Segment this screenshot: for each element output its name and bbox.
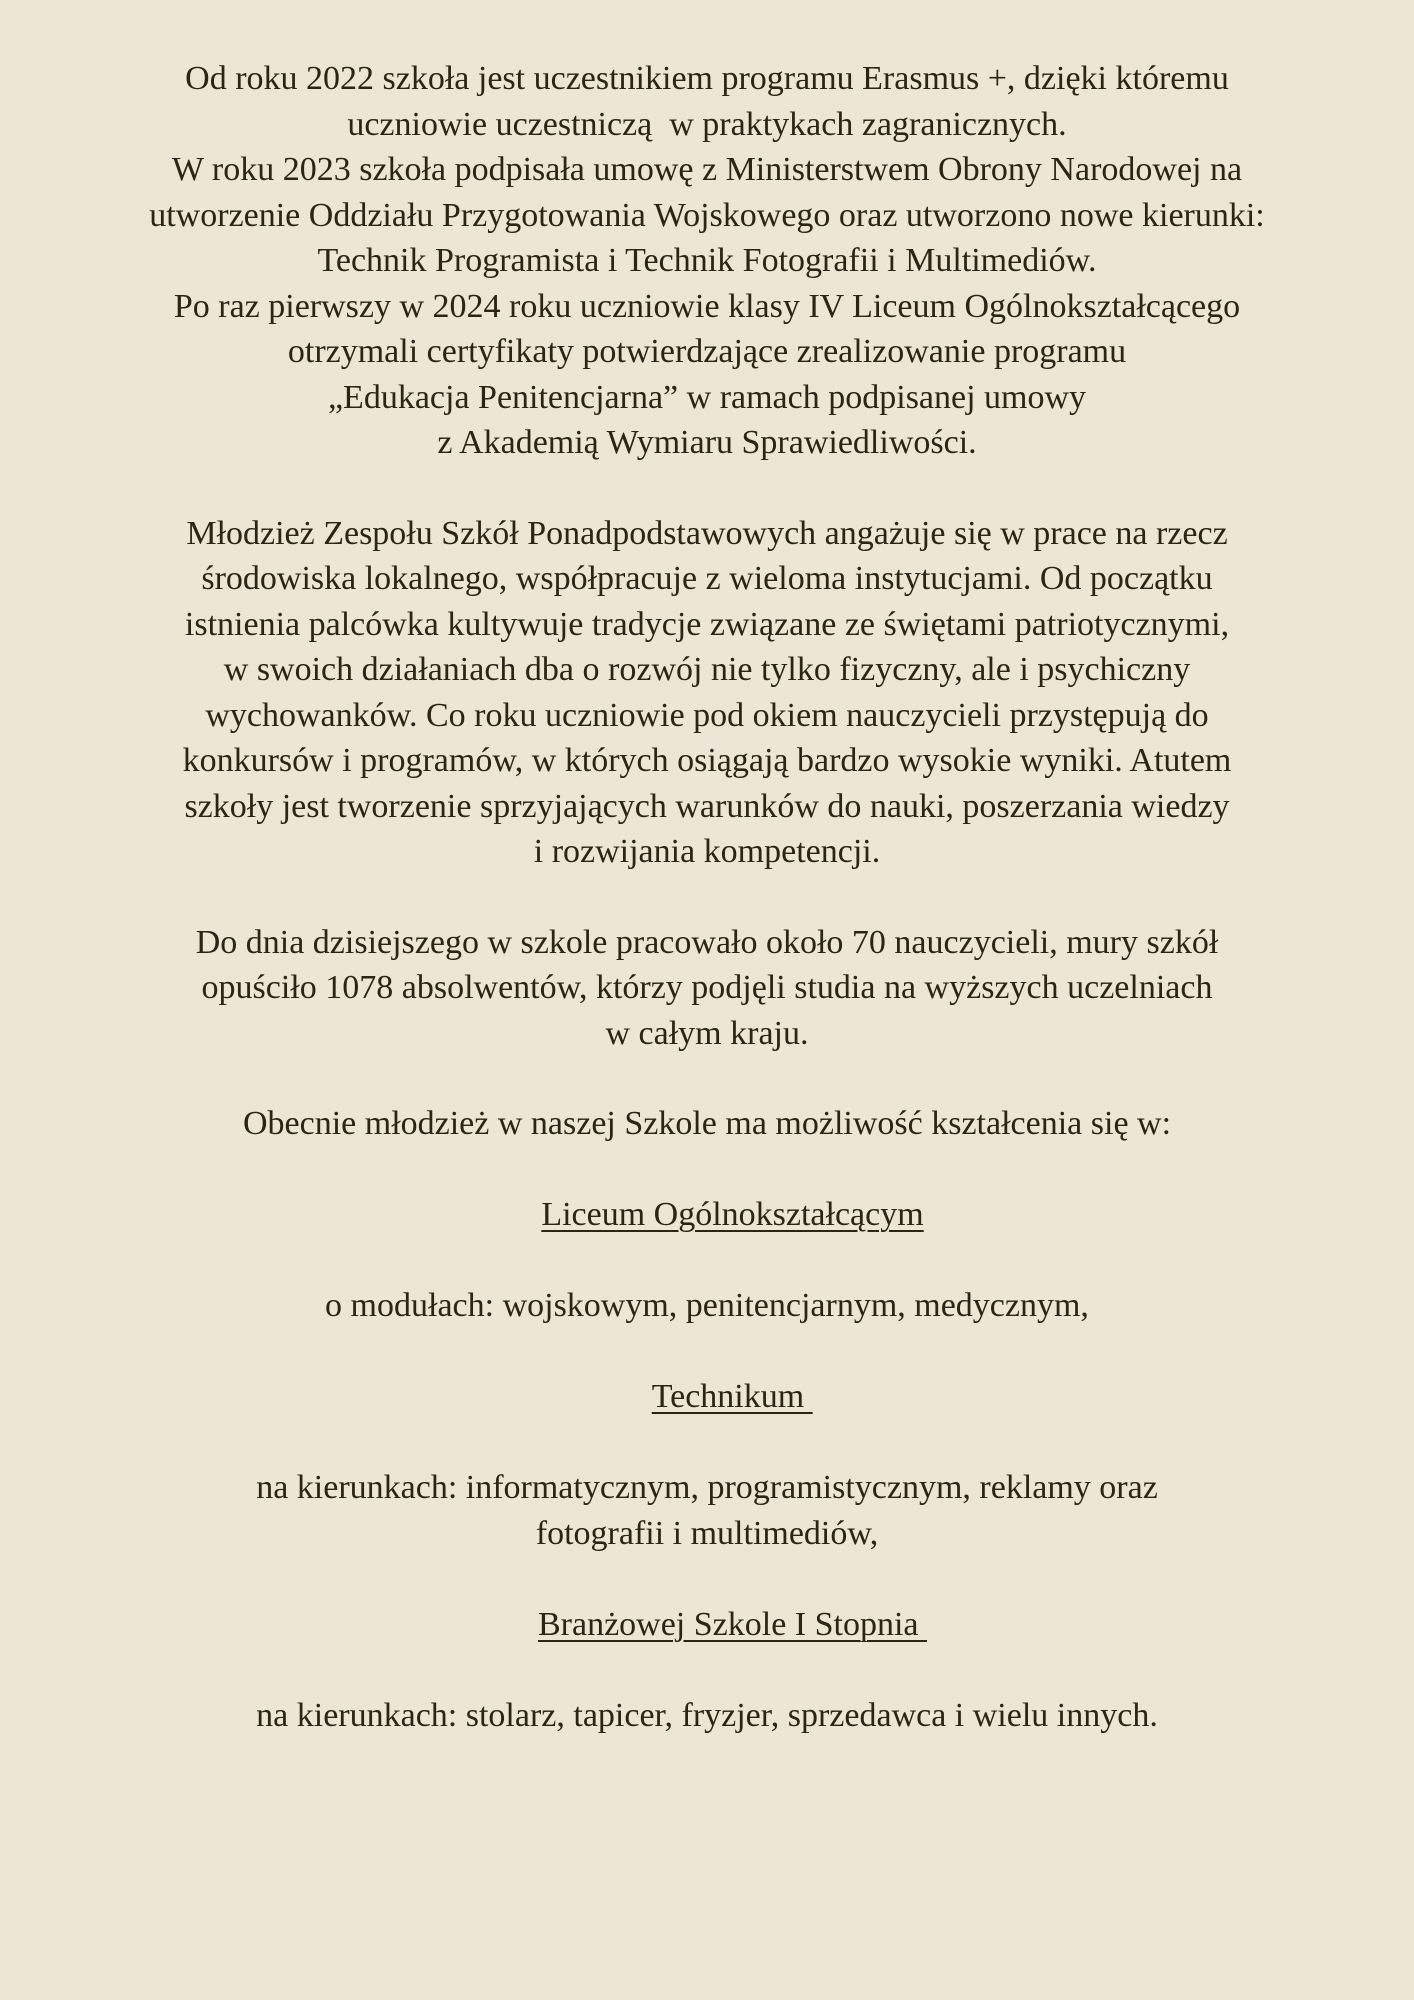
paragraph-spacer — [0, 1056, 1414, 1101]
school-details: na kierunkach: informatycznym, programistycznym, reklamy oraz — [256, 1469, 1158, 1506]
school-name-liceum: Liceum Ogólnokształcącym — [541, 1196, 924, 1233]
text-line: Po raz pierwszy w 2024 roku uczniowie klasy IV Liceum Ogólnokształcącego — [173, 287, 1241, 325]
school-type-technikum — [37, 1329, 1377, 1466]
offer-intro: Obecnie młodzież w naszej Szkole ma możliwość kształcenia się w: — [242, 1105, 1172, 1142]
text-line: Technik Programista i Technik Fotografii i Multimediów. — [317, 242, 1097, 279]
text-line: środowiska lokalnego, współpracuje z wieloma instytucjami. Od początku — [201, 560, 1213, 597]
text-line: Młodzież Zespołu Szkół Ponadpodstawowych angażuje się w prace na rzecz — [186, 514, 1228, 552]
text-line: Od roku 2022 szkoła jest uczestnikiem programu Erasmus +, dzięki któremu — [185, 60, 1229, 97]
school-details: o modułach: wojskowym, penitencjarnym, medycznym, — [325, 1287, 1089, 1324]
paragraph-spacer — [0, 875, 1414, 920]
text-line: „Edukacja Penitencjarna” w ramach podpisanej umowy — [327, 378, 1087, 416]
text-line: W roku 2023 szkoła podpisała umowę z Ministerstwem Obrony Narodowej na — [171, 151, 1243, 188]
statistics-paragraph — [37, 920, 1377, 1057]
community-paragraph — [37, 511, 1377, 875]
paragraph-spacer — [0, 466, 1414, 511]
text-line: z Akademią Wymiaru Sprawiedliwości. — [437, 424, 977, 461]
text-line: w całym kraju. — [605, 1014, 809, 1052]
text-line: konkursów i programów, w których osiągają bardzo wysokie wyniki. Atutem — [182, 742, 1232, 779]
school-name-branzowa: Branżowej Szkole I Stopnia — [537, 1605, 928, 1643]
text-line: opuściło 1078 absolwentów, którzy podjęli studia na wyższych uczelniach — [201, 969, 1213, 1006]
text-line: w swoich działaniach dba o rozwój nie tylko fizyczny, ale i psychiczny — [223, 651, 1191, 688]
text-line: wychowanków. Co roku uczniowie pod okiem nauczycieli przystępują do — [205, 696, 1209, 734]
school-details: na kierunkach: stolarz, tapicer, fryzjer, sprzedawca i wielu innych. — [256, 1696, 1158, 1734]
text-line: utworzenie Oddziału Przygotowania Wojskowego oraz utworzono nowe kierunki: — [149, 196, 1265, 234]
education-offer-section — [37, 1101, 1377, 1738]
text-line: Do dnia dzisiejszego w szkole pracowało około 70 nauczycieli, mury szkół — [195, 923, 1219, 961]
text-line: i rozwijania kompetencji. — [533, 833, 881, 870]
school-name-technikum: Technikum — [651, 1378, 813, 1415]
school-details: fotografii i multimediów, — [535, 1514, 879, 1552]
text-line: szkoły jest tworzenie sprzyjających warunków do nauki, poszerzania wiedzy — [184, 787, 1230, 825]
text-line: istnienia palcówka kultywuje tradycje związane ze świętami patriotycznymi, — [184, 605, 1230, 643]
text-line: uczniowie uczestniczą w praktykach zagranicznych. — [347, 105, 1067, 143]
school-type-branzowa — [37, 1556, 1377, 1693]
history-paragraph — [37, 56, 1377, 466]
text-line: otrzymali certyfikaty potwierdzające zrealizowanie programu — [287, 333, 1127, 370]
school-type-liceum — [37, 1147, 1377, 1284]
